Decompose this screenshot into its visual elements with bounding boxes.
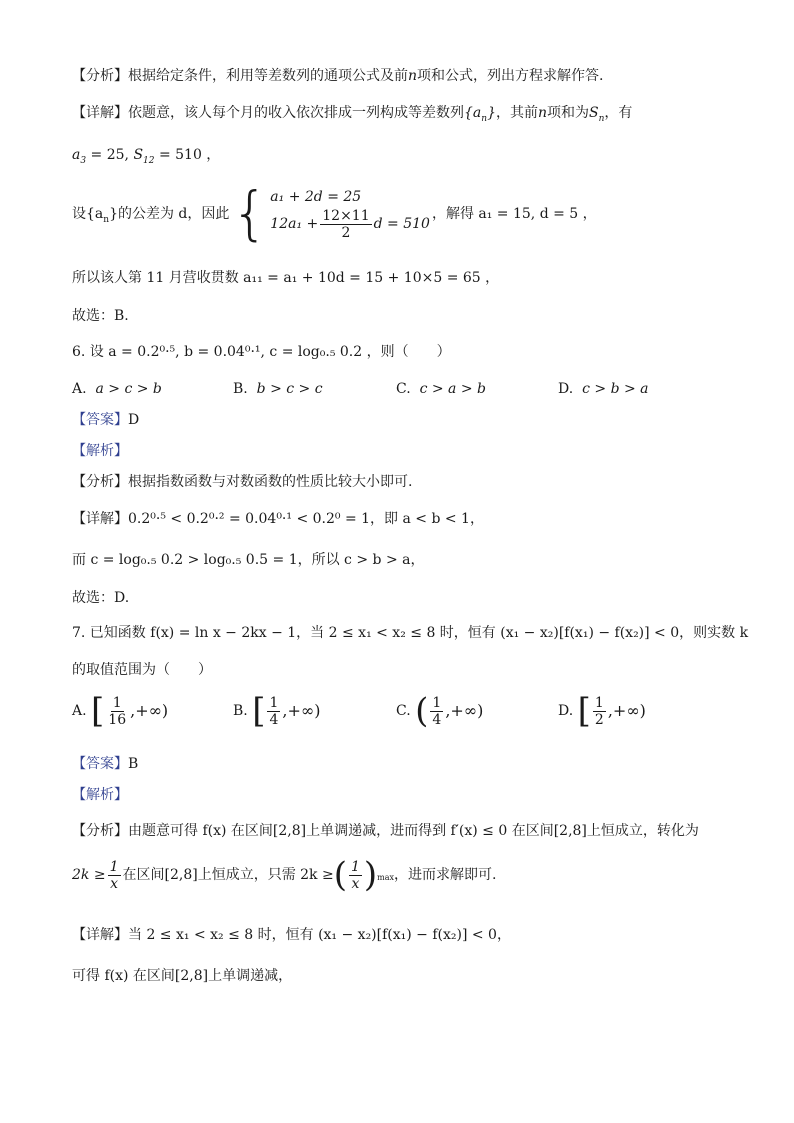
q6-answer: 【答案】D bbox=[72, 412, 140, 428]
analysis-tag: 【分析】 bbox=[72, 68, 128, 84]
q7-analysis2: 2k ≥ $\frac{1}{x}$ 在区间[2,8]上恒成立，只需 2k ≥ ( $\frac{1}{x}$ ) max ，进而求解即可. bbox=[72, 855, 497, 895]
a3-eq: = 25, bbox=[86, 147, 134, 163]
q6-analysis: 【分析】根据指数函数与对数函数的性质比较大小即可. bbox=[72, 474, 413, 490]
a3: $a_3$ bbox=[72, 147, 87, 166]
q6-option-a: A. a > c > b bbox=[72, 381, 162, 397]
q6-stem: 6. 设 a = 0.2⁰·⁵, b = 0.04⁰·¹, c = log₀.₅ 0.2 ，则（ ） bbox=[72, 344, 451, 360]
q6-detail1: 【详解】0.2⁰·⁵ < 0.2⁰·² = 0.04⁰·¹ < 0.2⁰ = 1，即 a < b < 1， bbox=[72, 511, 484, 527]
detail-n: n bbox=[537, 105, 548, 121]
q7-detail1: 【详解】当 2 ≤ x₁ < x₂ ≤ 8 时，恒有 (x₁ − x₂)[f(x₁) − f(x₂)] < 0， bbox=[72, 927, 511, 943]
q6-option-c: C. c > a > b bbox=[396, 381, 486, 397]
q7-stem2: 的取值范围为（ ） bbox=[72, 662, 212, 678]
equation-system bbox=[270, 186, 430, 241]
seq: $\{a_n\}$ bbox=[464, 105, 496, 124]
analysis-text2: 项和公式，列出方程求解作答. bbox=[417, 68, 604, 84]
q5-choose: 故选：B. bbox=[72, 308, 129, 324]
q7-answer: 【答案】B bbox=[72, 756, 139, 772]
q7-jiexi-tag: 【解析】 bbox=[72, 787, 128, 803]
q6-option-d: D. c > b > a bbox=[558, 381, 649, 397]
q5-given-line bbox=[72, 145, 220, 165]
system-fraction: $\frac{12\times 11}{2}$ bbox=[322, 207, 370, 241]
q6-option-b: B. b > c > c bbox=[233, 381, 323, 397]
S12-eq: = 510 ， bbox=[154, 147, 221, 163]
system-eq2: 12a₁ + $\frac{12\times 11}{2}$ d = 510 bbox=[270, 207, 430, 241]
q6-detail2: 而 c = log₀.₅ 0.2 > log₀.₅ 0.5 = 1，所以 c > b > a， bbox=[72, 552, 425, 568]
q7-detail2: 可得 f(x) 在区间[2,8]上单调递减， bbox=[72, 968, 293, 984]
system-eq1: a₁ + 2d = 25 bbox=[270, 188, 362, 205]
analysis-text: 根据给定条件，利用等差数列的通项公式及前 bbox=[128, 68, 408, 84]
sum-S: $S_n$ bbox=[589, 105, 605, 124]
q5-system-block bbox=[72, 179, 597, 247]
detail-text3: 项和为 bbox=[547, 105, 590, 121]
detail-tag: 【详解】 bbox=[72, 105, 128, 121]
q7-option-b: B. [ $\frac{1}{4}$ ,+∞) bbox=[233, 691, 321, 731]
system-result: ，解得 a₁ = 15, d = 5 ， bbox=[431, 206, 597, 222]
q5-conclusion: 所以该人第 11 月营收贯数 a₁₁ = a₁ + 10d = 15 + 10×5 = 65 ， bbox=[72, 270, 500, 286]
q6-choose: 故选：D. bbox=[72, 590, 130, 606]
set-d-text: 设$\{a_n\}$的公差为 d，因此 bbox=[72, 206, 230, 225]
detail-text1: 依题意，该人每个月的收入依次排成一列构成等差数列 bbox=[128, 105, 464, 121]
analysis-n: n bbox=[408, 68, 418, 84]
detail-text2: ，其前 bbox=[495, 105, 538, 121]
q7-option-d: D. [ $\frac{1}{2}$ ,+∞) bbox=[558, 691, 646, 731]
q5-detail-line bbox=[72, 103, 632, 123]
S12: $S_{12}$ bbox=[133, 147, 155, 166]
q7-option-a: A. [ $\frac{1}{16}$ ,+∞) bbox=[72, 691, 169, 731]
q5-analysis-line bbox=[72, 66, 603, 86]
detail-text4: ，有 bbox=[604, 105, 633, 121]
left-brace: { bbox=[231, 179, 269, 247]
q6-jiexi-tag: 【解析】 bbox=[72, 443, 128, 459]
q7-stem1: 7. 已知函数 f(x) = ln x − 2kx − 1，当 2 ≤ x₁ < x₂ ≤ 8 时，恒有 (x₁ − x₂)[f(x₁) − f(x₂)] < 0，则实数 k bbox=[72, 625, 749, 641]
q7-option-c: C. ( $\frac{1}{4}$ ,+∞) bbox=[396, 691, 484, 731]
q7-analysis1: 【分析】由题意可得 f(x) 在区间[2,8]上单调递减，进而得到 f′(x) ≤ 0 在区间[2,8]上恒成立，转化为 bbox=[72, 823, 699, 839]
